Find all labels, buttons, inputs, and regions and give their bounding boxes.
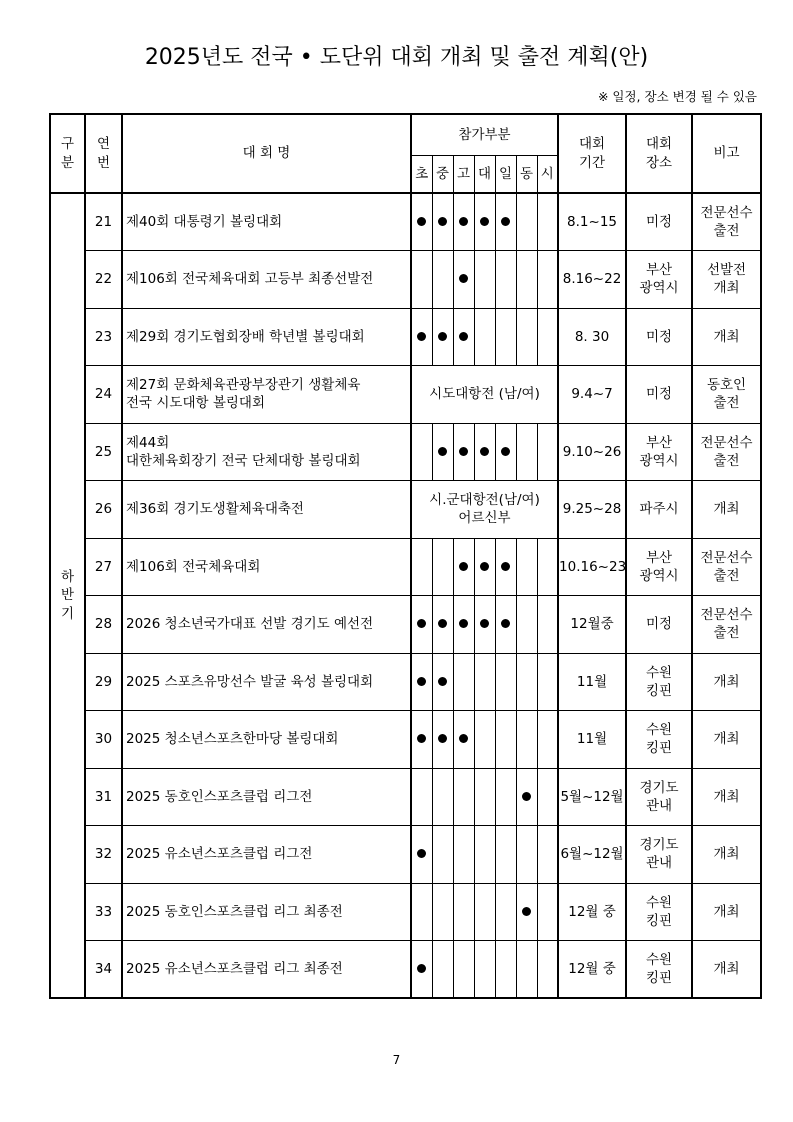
division-cell (432, 251, 453, 309)
header-gubun: 구 분 (50, 114, 85, 193)
remarks-cell: 개최 (692, 481, 761, 539)
header-venue: 대회 장소 (626, 114, 692, 193)
participation-dot-icon (501, 217, 510, 226)
venue-cell: 미정 (626, 596, 692, 654)
competition-name: 2026 청소년국가대표 선발 경기도 예선전 (122, 596, 411, 654)
schedule-change-note: ※ 일정, 장소 변경 될 수 있음 (597, 89, 757, 104)
participation-dot-icon (459, 734, 468, 743)
division-cell (537, 538, 558, 596)
division-cell (495, 826, 516, 884)
table-row (50, 423, 761, 481)
participation-dot-icon (417, 217, 426, 226)
table-row (50, 193, 761, 251)
division-cell (537, 768, 558, 826)
division-cell (474, 193, 495, 251)
participation-dot-icon (501, 447, 510, 456)
division-cell (453, 193, 474, 251)
header-division-7: 시 (537, 155, 558, 193)
participation-dot-icon (459, 447, 468, 456)
participation-dot-icon (438, 332, 447, 341)
table-row (50, 653, 761, 711)
venue-cell: 미정 (626, 366, 692, 424)
participation-dot-icon (501, 619, 510, 628)
header-division-4: 대 (474, 155, 495, 193)
header-division-1: 초 (411, 155, 432, 193)
period-cell: 8. 30 (558, 308, 626, 366)
division-cell (516, 193, 537, 251)
division-cell (453, 538, 474, 596)
participation-dot-icon (438, 734, 447, 743)
remarks-cell: 개최 (692, 883, 761, 941)
division-cell (411, 768, 432, 826)
division-cell (411, 883, 432, 941)
competition-name: 제27회 문화체육관광부장관기 생활체육 전국 시도대항 볼링대회 (122, 366, 411, 424)
division-cell (516, 538, 537, 596)
period-cell: 10.16~23 (558, 538, 626, 596)
table-row (50, 711, 761, 769)
header-competition-name: 대 회 명 (122, 114, 411, 193)
division-cell (495, 596, 516, 654)
period-cell: 9.25~28 (558, 481, 626, 539)
remarks-cell: 개최 (692, 308, 761, 366)
row-number: 26 (85, 481, 122, 539)
division-cell (474, 826, 495, 884)
division-cell (432, 711, 453, 769)
division-cell (453, 711, 474, 769)
division-cell (516, 883, 537, 941)
period-cell: 11월 (558, 653, 626, 711)
row-number: 31 (85, 768, 122, 826)
venue-cell: 경기도 관내 (626, 768, 692, 826)
division-cell (537, 653, 558, 711)
table-row (50, 768, 761, 826)
row-number: 32 (85, 826, 122, 884)
table-row (50, 596, 761, 654)
division-cell (537, 711, 558, 769)
section-label-second-half: 하 반 기 (50, 193, 85, 998)
row-number: 28 (85, 596, 122, 654)
division-cell (474, 251, 495, 309)
division-cell (474, 941, 495, 999)
division-cell (474, 768, 495, 826)
remarks-cell: 전문선수 출전 (692, 538, 761, 596)
header-division-3: 고 (453, 155, 474, 193)
participation-dot-icon (459, 562, 468, 571)
period-cell: 8.1~15 (558, 193, 626, 251)
division-cell (474, 538, 495, 596)
remarks-cell: 선발전 개최 (692, 251, 761, 309)
participation-dot-icon (480, 447, 489, 456)
division-cell (516, 653, 537, 711)
header-division-5: 일 (495, 155, 516, 193)
competition-name: 제106회 전국체육대회 고등부 최종선발전 (122, 251, 411, 309)
participation-dot-icon (438, 677, 447, 686)
table-row (50, 481, 761, 539)
division-cell (516, 308, 537, 366)
division-cell (495, 941, 516, 999)
participation-dot-icon (459, 217, 468, 226)
venue-cell: 미정 (626, 193, 692, 251)
competition-name: 2025 청소년스포츠한마당 볼링대회 (122, 711, 411, 769)
competition-name: 제29회 경기도협회장배 학년별 볼링대회 (122, 308, 411, 366)
participation-dot-icon (480, 562, 489, 571)
division-cell (453, 653, 474, 711)
participation-dot-icon (480, 619, 489, 628)
competition-name: 제40회 대통령기 볼링대회 (122, 193, 411, 251)
participation-dot-icon (417, 964, 426, 973)
competition-name: 2025 동호인스포츠클럽 리그전 (122, 768, 411, 826)
division-cell (432, 826, 453, 884)
division-cell (453, 941, 474, 999)
division-cell (537, 883, 558, 941)
remarks-cell: 개최 (692, 826, 761, 884)
division-cell (537, 596, 558, 654)
table-row (50, 826, 761, 884)
venue-cell: 부산 광역시 (626, 538, 692, 596)
venue-cell: 경기도 관내 (626, 826, 692, 884)
period-cell: 8.16~22 (558, 251, 626, 309)
division-cell (453, 826, 474, 884)
division-cell (432, 193, 453, 251)
remarks-cell: 전문선수 출전 (692, 596, 761, 654)
division-cell (516, 826, 537, 884)
venue-cell: 미정 (626, 308, 692, 366)
division-cell (411, 653, 432, 711)
division-cell (474, 653, 495, 711)
division-span-text: 시도대항전 (남/여) (411, 366, 558, 424)
row-number: 21 (85, 193, 122, 251)
header-division-2: 중 (432, 155, 453, 193)
division-cell (432, 308, 453, 366)
division-cell (411, 538, 432, 596)
division-span-text: 시.군대항전(남/여) 어르신부 (411, 481, 558, 539)
header-period: 대회 기간 (558, 114, 626, 193)
row-number: 24 (85, 366, 122, 424)
table-row (50, 538, 761, 596)
table-row (50, 366, 761, 424)
participation-dot-icon (417, 332, 426, 341)
participation-dot-icon (438, 447, 447, 456)
division-cell (537, 941, 558, 999)
participation-dot-icon (417, 734, 426, 743)
competition-name: 제106회 전국체육대회 (122, 538, 411, 596)
table-row (50, 251, 761, 309)
participation-dot-icon (522, 792, 531, 801)
division-cell (495, 768, 516, 826)
period-cell: 12월 중 (558, 883, 626, 941)
participation-dot-icon (480, 217, 489, 226)
table-row (50, 941, 761, 999)
division-cell (474, 308, 495, 366)
division-cell (537, 308, 558, 366)
competition-name: 2025 유소년스포츠클럽 리그전 (122, 826, 411, 884)
row-number: 34 (85, 941, 122, 999)
remarks-cell: 개최 (692, 768, 761, 826)
remarks-cell: 개최 (692, 711, 761, 769)
division-cell (537, 251, 558, 309)
participation-dot-icon (417, 849, 426, 858)
division-cell (495, 193, 516, 251)
division-cell (411, 193, 432, 251)
period-cell: 9.10~26 (558, 423, 626, 481)
competition-name: 제36회 경기도생활체육대축전 (122, 481, 411, 539)
period-cell: 12월중 (558, 596, 626, 654)
division-cell (495, 423, 516, 481)
participation-dot-icon (459, 274, 468, 283)
division-cell (432, 596, 453, 654)
competition-name: 2025 스포츠유망선수 발굴 육성 볼링대회 (122, 653, 411, 711)
page-title: 2025년도 전국 • 도단위 대회 개최 및 출전 계획(안) (144, 45, 649, 70)
participation-dot-icon (501, 562, 510, 571)
participation-dot-icon (522, 907, 531, 916)
remarks-cell: 개최 (692, 941, 761, 999)
division-cell (411, 423, 432, 481)
row-number: 25 (85, 423, 122, 481)
division-cell (495, 711, 516, 769)
division-cell (474, 883, 495, 941)
division-cell (474, 423, 495, 481)
remarks-cell: 전문선수 출전 (692, 423, 761, 481)
division-cell (474, 596, 495, 654)
division-cell (453, 883, 474, 941)
remarks-cell: 동호인 출전 (692, 366, 761, 424)
division-cell (516, 768, 537, 826)
division-cell (432, 768, 453, 826)
division-cell (453, 423, 474, 481)
division-cell (432, 538, 453, 596)
division-cell (537, 423, 558, 481)
division-cell (495, 653, 516, 711)
division-cell (411, 941, 432, 999)
participation-dot-icon (459, 619, 468, 628)
row-number: 33 (85, 883, 122, 941)
division-cell (453, 596, 474, 654)
header-divisions-group: 참가부분 (411, 114, 558, 155)
division-cell (453, 308, 474, 366)
division-cell (411, 596, 432, 654)
division-cell (432, 653, 453, 711)
venue-cell: 수원 킹핀 (626, 653, 692, 711)
venue-cell: 수원 킹핀 (626, 941, 692, 999)
division-cell (495, 251, 516, 309)
division-cell (537, 826, 558, 884)
row-number: 27 (85, 538, 122, 596)
row-number: 23 (85, 308, 122, 366)
division-cell (432, 883, 453, 941)
competition-name: 2025 유소년스포츠클럽 리그 최종전 (122, 941, 411, 999)
row-number: 30 (85, 711, 122, 769)
header-number: 연 번 (85, 114, 122, 193)
header-remarks: 비고 (692, 114, 761, 193)
division-cell (432, 941, 453, 999)
venue-cell: 파주시 (626, 481, 692, 539)
remarks-cell: 개최 (692, 653, 761, 711)
row-number: 22 (85, 251, 122, 309)
division-cell (516, 251, 537, 309)
participation-dot-icon (438, 217, 447, 226)
table-row (50, 883, 761, 941)
period-cell: 6월~12월 (558, 826, 626, 884)
venue-cell: 부산 광역시 (626, 423, 692, 481)
division-cell (495, 538, 516, 596)
table-row (50, 308, 761, 366)
participation-dot-icon (417, 619, 426, 628)
participation-dot-icon (438, 619, 447, 628)
division-cell (411, 251, 432, 309)
page-number: 7 (392, 1053, 401, 1067)
competition-schedule-table (49, 113, 762, 999)
division-cell (537, 193, 558, 251)
division-cell (495, 308, 516, 366)
division-cell (453, 251, 474, 309)
division-cell (516, 941, 537, 999)
header-division-6: 동 (516, 155, 537, 193)
row-number: 29 (85, 653, 122, 711)
division-cell (516, 423, 537, 481)
venue-cell: 수원 킹핀 (626, 711, 692, 769)
division-cell (411, 308, 432, 366)
division-cell (516, 711, 537, 769)
venue-cell: 수원 킹핀 (626, 883, 692, 941)
division-cell (411, 711, 432, 769)
period-cell: 5월~12월 (558, 768, 626, 826)
venue-cell: 부산 광역시 (626, 251, 692, 309)
division-cell (516, 596, 537, 654)
competition-name: 제44회 대한체육회장기 전국 단체대항 볼링대회 (122, 423, 411, 481)
division-cell (474, 711, 495, 769)
remarks-cell: 전문선수 출전 (692, 193, 761, 251)
period-cell: 11월 (558, 711, 626, 769)
division-cell (432, 423, 453, 481)
participation-dot-icon (459, 332, 468, 341)
period-cell: 9.4~7 (558, 366, 626, 424)
period-cell: 12월 중 (558, 941, 626, 999)
competition-name: 2025 동호인스포츠클럽 리그 최종전 (122, 883, 411, 941)
division-cell (495, 883, 516, 941)
division-cell (453, 768, 474, 826)
division-cell (411, 826, 432, 884)
participation-dot-icon (417, 677, 426, 686)
